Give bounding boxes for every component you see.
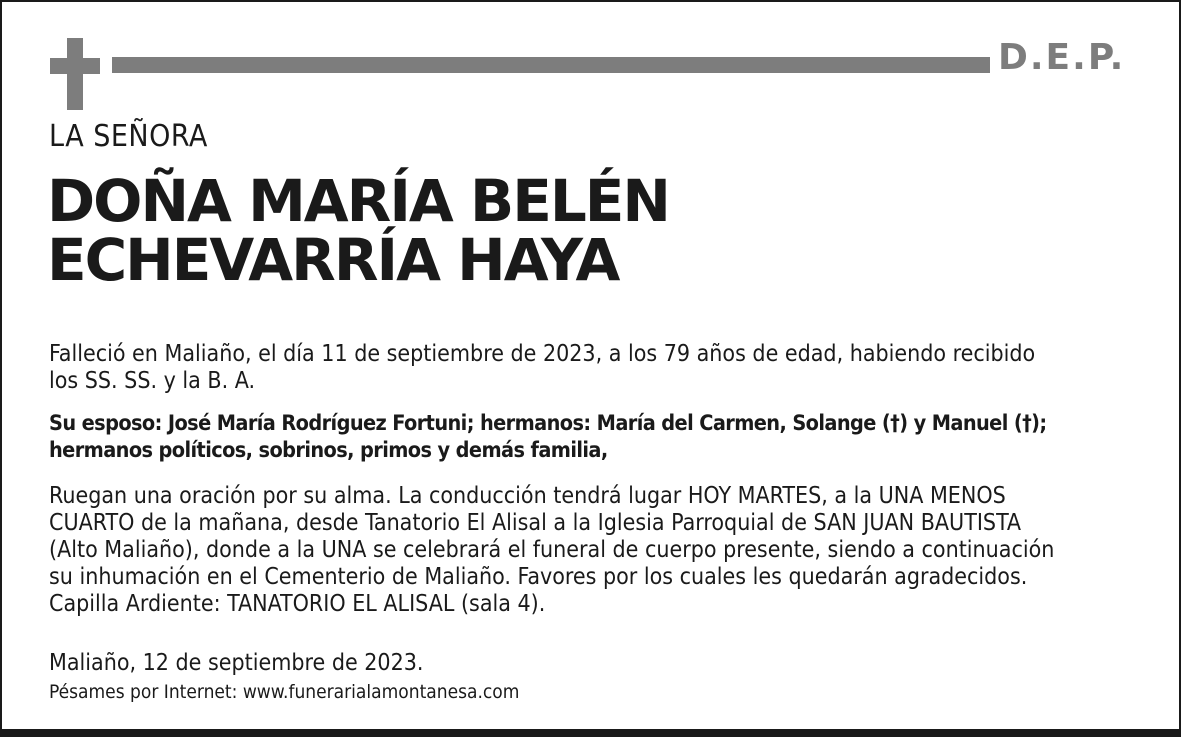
death-notice-line: los SS. SS. y la B. A. [49,368,256,394]
header-rule [112,57,990,73]
service-details [49,483,1149,618]
name-line-1: DOÑA MARÍA BELÉN [47,167,669,235]
service-line: CUARTO de la mañana, desde Tanatorio El Alisal a la Iglesia Parroquial de SAN JUAN BAUTISTA [49,510,1022,536]
cross-icon [50,38,100,110]
service-line: su inhumación en el Cementerio de Maliaño. Favores por los cuales les quedarán agradecidos. [49,564,1028,590]
family-line: Su esposo: José María Rodríguez Fortuni; hermanos: María del Carmen, Solange (†) y Manuel (†); [49,411,1047,436]
condolences-link: Pésames por Internet: www.funerarialamontanesa.com [49,681,520,703]
family-line: hermanos políticos, sobrinos, primos y demás familia, [49,438,608,463]
intro-title: LA SEÑORA [49,119,208,154]
deceased-name [47,167,669,294]
service-line: Capilla Ardiente: TANATORIO EL ALISAL (sala 4). [49,591,546,617]
name-line-2: ECHEVARRÍA HAYA [47,226,619,294]
service-line: (Alto Maliaño), donde a la UNA se celebrará el funeral de cuerpo presente, siendo a continuación [49,537,1055,563]
family-list [49,410,1149,464]
death-notice-line: Falleció en Maliaño, el día 11 de septiembre de 2023, a los 79 años de edad, habiendo recibido [49,341,1036,367]
death-notice [49,341,1149,395]
service-line: Ruegan una oración por su alma. La conducción tendrá lugar HOY MARTES, a la UNA MENOS [49,483,1006,509]
dep-label: D.E.P. [998,37,1126,78]
place-date: Maliaño, 12 de septiembre de 2023. [49,650,424,676]
